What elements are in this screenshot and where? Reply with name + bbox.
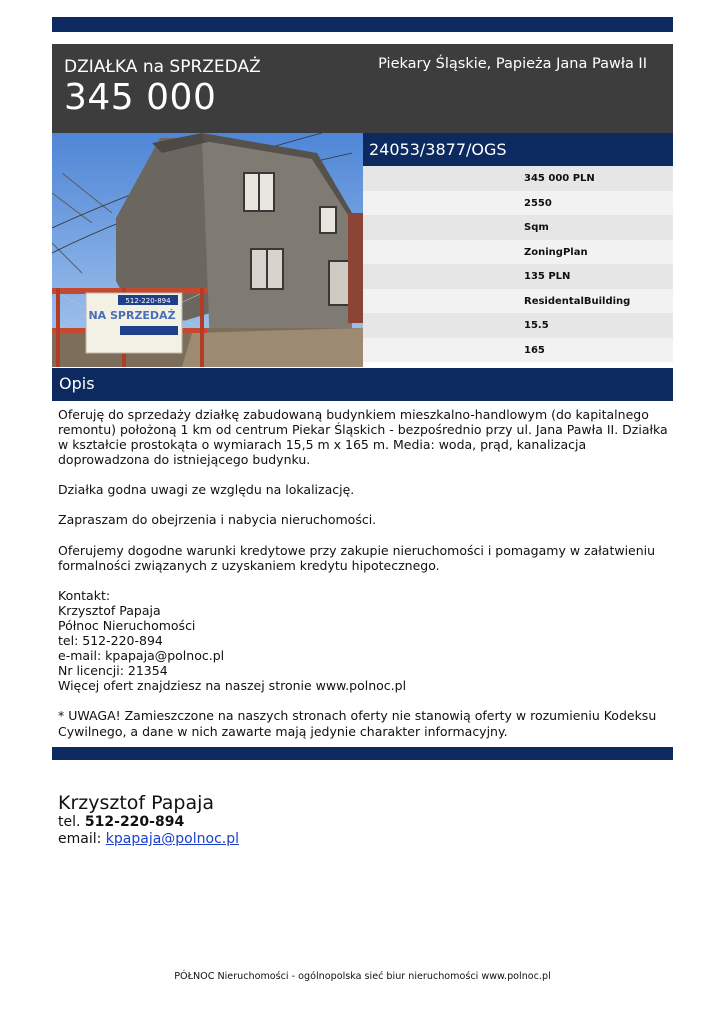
contact-line: tel: 512-220-894 (58, 633, 163, 649)
description-paragraph: Oferuję do sprzedaży działkę zabudowaną budynkiem mieszkalno-handlowym (do kapitalnego remontu) położoną 1 km od centrum Piekar Śląskich - bezpośrednio przy ul. Jana Pawła II. Działka w kształcie prostokąta o wymiarach 15,5 m x 165 m. Media: woda, prąd, kanalizacja doprowadzona do istniejącego budynku. (58, 407, 668, 468)
email-label: email: (58, 831, 102, 847)
detail-row-price-per-unit: 135 PLN (363, 264, 673, 289)
house-photo-image (52, 133, 363, 367)
contact-line: Nr licencji: 21354 (58, 663, 168, 679)
contact-line: e-mail: kpapaja@polnoc.pl (58, 648, 225, 664)
agent-email-line (58, 831, 239, 848)
detail-row-price: 345 000 PLN (363, 166, 673, 191)
detail-row-width: 15.5 (363, 313, 673, 338)
agent-email-link[interactable]: kpapaja@polnoc.pl (105, 831, 239, 847)
listing-location: Piekary Śląskie, Papieża Jana Pawła II (378, 56, 647, 72)
top-accent-bar (52, 17, 673, 32)
property-photo (52, 133, 363, 367)
contact-line: Krzysztof Papaja (58, 602, 161, 618)
description-paragraph: Zapraszam do obejrzenia i nabycia nieruchomości. (58, 512, 377, 528)
page-footer: PÓŁNOC Nieruchomości - ogólnopolska sieć biur nieruchomości www.polnoc.pl (174, 971, 551, 982)
phone-label: tel. (58, 814, 81, 830)
listing-type: DZIAŁKA na SPRZEDAŻ (64, 57, 261, 77)
contact-block (58, 588, 670, 694)
sign-sale-text: NA SPRZEDAŻ (88, 309, 176, 322)
description-paragraph: Oferujemy dogodne warunki kredytowe przy zakupie nieruchomości i pomagamy w załatwieniu formalności związanych z uzyskaniem kredytu hipotecznego. (58, 542, 656, 573)
reference-number: 24053/3877/OGS (363, 133, 673, 166)
description-body (58, 407, 670, 754)
detail-row-unit: Sqm (363, 215, 673, 240)
agent-contact (58, 792, 239, 848)
contact-line: Kontakt: (58, 587, 111, 603)
agent-phone-line (58, 814, 239, 831)
property-details-table (363, 166, 673, 362)
agent-phone: 512-220-894 (84, 814, 185, 830)
listing-price: 345 000 (64, 77, 217, 118)
sign-phone-text: 512-220-894 (125, 297, 171, 305)
detail-row-area: 2550 (363, 191, 673, 216)
contact-line: Więcej ofert znajdziesz na naszej stronie www.polnoc.pl (58, 678, 407, 694)
detail-row-building-type: ResidentalBuilding (363, 289, 673, 314)
agent-name: Krzysztof Papaja (58, 792, 215, 814)
description-paragraph: Działka godna uwagi ze względu na lokalizację. (58, 482, 355, 498)
bottom-accent-bar (52, 747, 673, 760)
disclaimer-paragraph: * UWAGA! Zamieszczone na naszych stronach oferty nie stanowią oferty w rozumieniu Kodeksu Cywilnego, a dane w nich zawarte mają jedynie charakter informacyjny. (58, 708, 657, 739)
detail-row-zoning: ZoningPlan (363, 240, 673, 265)
description-heading: Opis (52, 368, 673, 401)
detail-row-length: 165 (363, 338, 673, 363)
contact-line: Północ Nieruchomości (58, 617, 196, 633)
listing-header (52, 44, 673, 133)
